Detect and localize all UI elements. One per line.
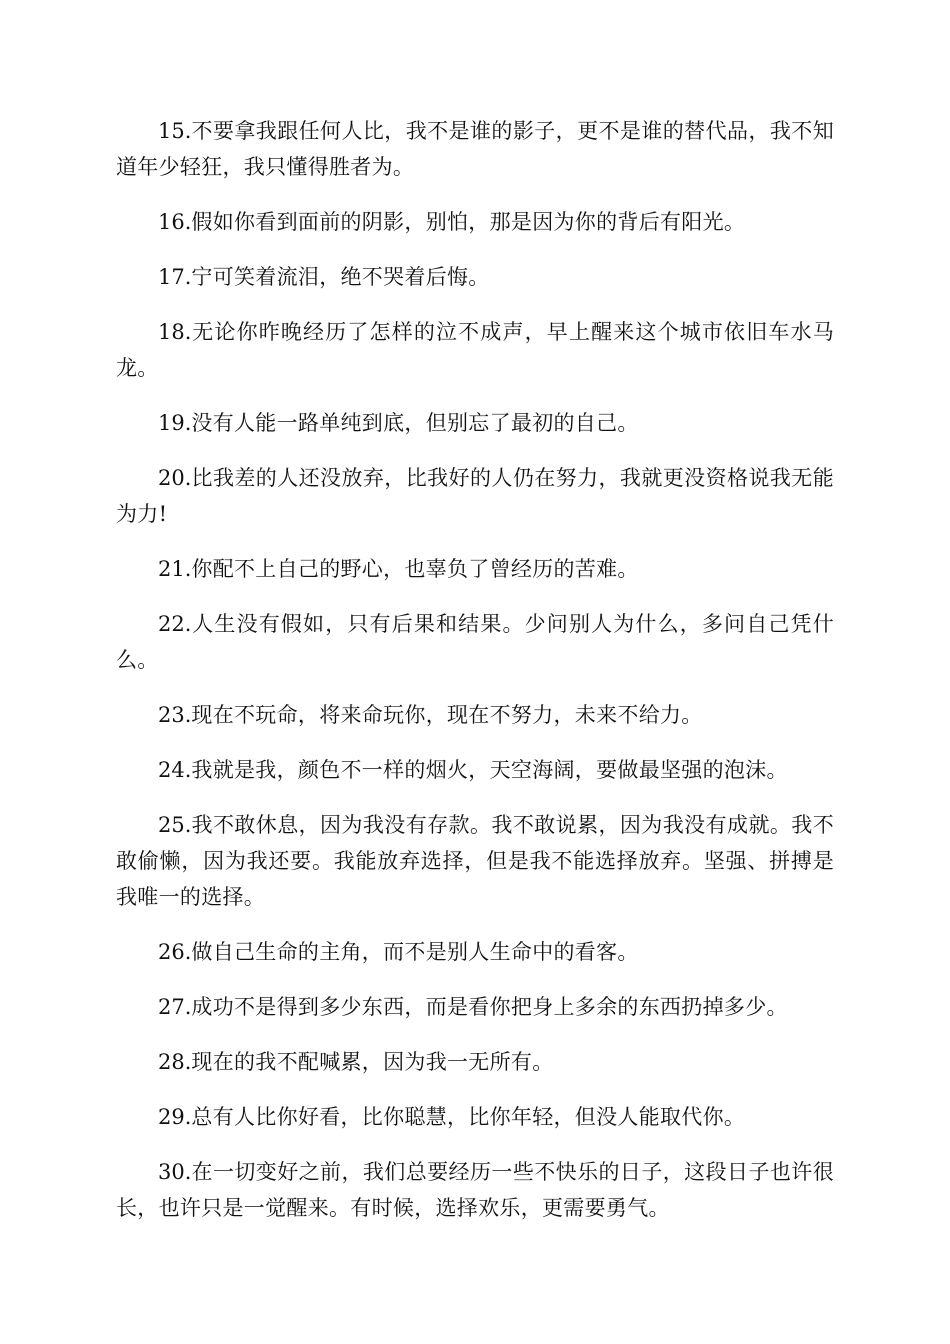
paragraph-text: 做自己生命的主角，而不是别人生命中的看客。 [191,940,639,964]
paragraph-text: 比我差的人还没放弃，比我好的人仍在努力，我就更没资格说我无能为力! [116,466,834,526]
paragraph-text: 你配不上自己的野心，也辜负了曾经历的苦难。 [191,557,639,581]
paragraph-25 [116,807,834,915]
paragraph-number: 20. [158,466,192,490]
paragraph-text: 我不敢休息，因为我没有存款。我不敢说累，因为我没有成就。我不敢偷懒，因为我还要。我能放弃选择，但是我不能选择放弃。坚强、拼搏是我唯一的选择。 [116,813,834,909]
paragraph-21 [116,551,834,587]
paragraph-number: 15. [158,119,192,143]
paragraph-text: 在一切变好之前，我们总要经历一些不快乐的日子，这段日子也许很长，也许只是一觉醒来。有时候，选择欢乐，更需要勇气。 [116,1160,834,1220]
paragraph-15 [116,113,834,185]
paragraph-text: 现在不玩命，将来命玩你，现在不努力，未来不给力。 [191,703,703,727]
paragraph-number: 18. [158,320,192,344]
paragraph-22 [116,606,834,678]
paragraph-number: 26. [158,940,192,964]
paragraph-number: 25. [158,813,192,837]
paragraph-text: 现在的我不配喊累，因为我一无所有。 [191,1050,554,1074]
paragraph-24 [116,752,834,788]
document-body [116,113,834,1245]
paragraph-18 [116,314,834,386]
paragraph-20 [116,460,834,532]
paragraph-number: 22. [158,612,192,636]
paragraph-19 [116,405,834,441]
paragraph-28 [116,1044,834,1080]
paragraph-23 [116,697,834,733]
paragraph-number: 29. [158,1105,192,1129]
paragraph-number: 21. [158,557,192,581]
paragraph-text: 不要拿我跟任何人比，我不是谁的影子，更不是谁的替代品，我不知道年少轻狂，我只懂得胜者为。 [116,119,834,179]
paragraph-30 [116,1154,834,1226]
paragraph-number: 19. [158,411,192,435]
paragraph-text: 无论你昨晚经历了怎样的泣不成声，早上醒来这个城市依旧车水马龙。 [116,320,834,380]
paragraph-text: 我就是我，颜色不一样的烟火，天空海阔，要做最坚强的泡沫。 [191,758,788,782]
paragraph-29 [116,1099,834,1135]
paragraph-number: 28. [158,1050,192,1074]
paragraph-number: 24. [158,758,192,782]
paragraph-number: 30. [158,1160,192,1184]
paragraph-text: 没有人能一路单纯到底，但别忘了最初的自己。 [191,411,639,435]
paragraph-number: 17. [158,265,192,289]
paragraph-17 [116,259,834,295]
paragraph-number: 27. [158,995,192,1019]
paragraph-number: 16. [158,210,192,234]
paragraph-text: 宁可笑着流泪，绝不哭着后悔。 [191,265,490,289]
paragraph-number: 23. [158,703,192,727]
paragraph-text: 总有人比你好看，比你聪慧，比你年轻，但没人能取代你。 [191,1105,746,1129]
paragraph-text: 成功不是得到多少东西，而是看你把身上多余的东西扔掉多少。 [191,995,788,1019]
paragraph-26 [116,934,834,970]
paragraph-text: 人生没有假如，只有后果和结果。少问别人为什么，多问自己凭什么。 [116,612,834,672]
paragraph-text: 假如你看到面前的阴影，别怕，那是因为你的背后有阳光。 [191,210,746,234]
paragraph-16 [116,204,834,240]
paragraph-27 [116,989,834,1025]
